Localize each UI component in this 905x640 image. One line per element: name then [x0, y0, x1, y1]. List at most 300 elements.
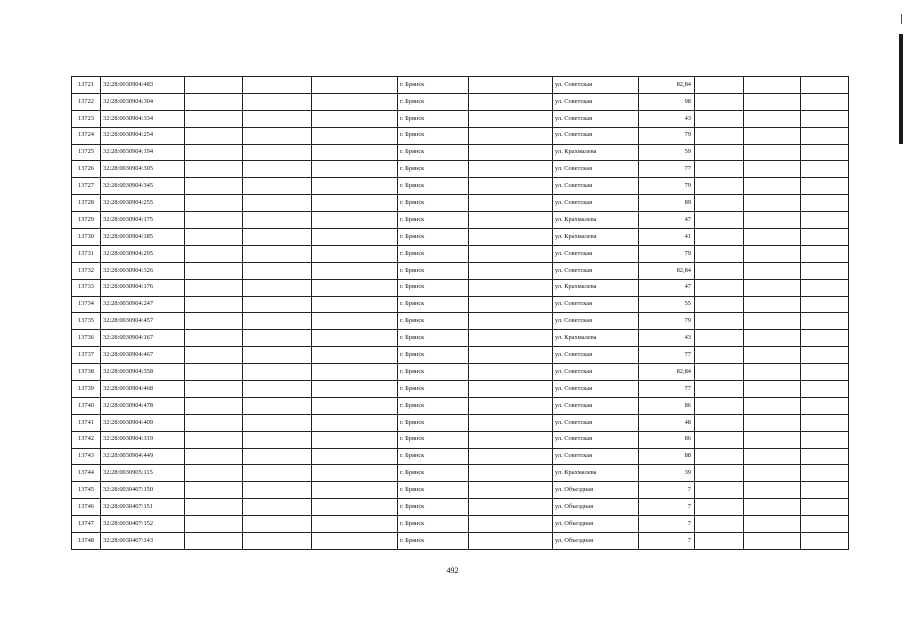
row-number-cell: 13741: [72, 414, 101, 431]
empty-cell: [243, 245, 312, 262]
empty-cell: [185, 195, 243, 212]
empty-cell: [243, 212, 312, 229]
empty-cell: [243, 431, 312, 448]
area-value-cell: 82,84: [639, 262, 695, 279]
empty-cell: [243, 381, 312, 398]
empty-cell: [469, 161, 553, 178]
empty-cell: [185, 110, 243, 127]
cadastral-number-cell: 32:28:0030904:247: [101, 296, 185, 313]
empty-cell: [312, 144, 398, 161]
empty-cell: [312, 364, 398, 381]
empty-cell: [469, 127, 553, 144]
empty-cell: [695, 93, 744, 110]
cadastral-number-cell: 32:28:0030904:457: [101, 313, 185, 330]
empty-cell: [744, 364, 801, 381]
cadastral-number-cell: 32:28:0030904:449: [101, 448, 185, 465]
empty-cell: [801, 414, 849, 431]
empty-cell: [695, 499, 744, 516]
street-cell: ул. Крахмалева: [553, 212, 639, 229]
street-cell: ул. Объездная: [553, 533, 639, 550]
empty-cell: [469, 110, 553, 127]
street-cell: ул. Советская: [553, 262, 639, 279]
table-row: [72, 229, 849, 246]
cadastral-number-cell: 32:28:0030904:305: [101, 161, 185, 178]
empty-cell: [801, 381, 849, 398]
empty-cell: [185, 347, 243, 364]
empty-cell: [801, 195, 849, 212]
street-cell: ул. Советская: [553, 178, 639, 195]
empty-cell: [243, 397, 312, 414]
empty-cell: [469, 533, 553, 550]
empty-cell: [695, 279, 744, 296]
empty-cell: [744, 313, 801, 330]
table-row: [72, 397, 849, 414]
empty-cell: [312, 313, 398, 330]
empty-cell: [185, 144, 243, 161]
area-value-cell: 7: [639, 499, 695, 516]
table-row: [72, 127, 849, 144]
empty-cell: [744, 93, 801, 110]
cadastral-number-cell: 32:28:0030905:115: [101, 465, 185, 482]
empty-cell: [695, 465, 744, 482]
empty-cell: [312, 499, 398, 516]
empty-cell: [695, 313, 744, 330]
street-cell: ул. Советская: [553, 127, 639, 144]
street-cell: ул. Крахмалева: [553, 279, 639, 296]
empty-cell: [695, 178, 744, 195]
empty-cell: [744, 161, 801, 178]
city-cell: г. Брянск: [398, 262, 469, 279]
empty-cell: [243, 144, 312, 161]
empty-cell: [185, 516, 243, 533]
area-value-cell: 55: [639, 296, 695, 313]
street-cell: ул. Советская: [553, 364, 639, 381]
empty-cell: [744, 381, 801, 398]
street-cell: ул. Советская: [553, 245, 639, 262]
empty-cell: [744, 397, 801, 414]
empty-cell: [185, 431, 243, 448]
empty-cell: [801, 516, 849, 533]
cadastral-number-cell: 32:28:0030407:143: [101, 533, 185, 550]
empty-cell: [312, 229, 398, 246]
empty-cell: [801, 533, 849, 550]
area-value-cell: 79: [639, 313, 695, 330]
empty-cell: [243, 161, 312, 178]
row-number-cell: 13721: [72, 77, 101, 94]
empty-cell: [801, 77, 849, 94]
area-value-cell: 43: [639, 330, 695, 347]
area-value-cell: 41: [639, 229, 695, 246]
table-row: [72, 161, 849, 178]
empty-cell: [744, 279, 801, 296]
row-number-cell: 13736: [72, 330, 101, 347]
empty-cell: [312, 431, 398, 448]
empty-cell: [801, 229, 849, 246]
street-cell: ул. Советская: [553, 448, 639, 465]
row-number-cell: 13729: [72, 212, 101, 229]
city-cell: г. Брянск: [398, 533, 469, 550]
city-cell: г. Брянск: [398, 347, 469, 364]
empty-cell: [695, 516, 744, 533]
cadastral-number-cell: 32:28:0030904:334: [101, 110, 185, 127]
city-cell: г. Брянск: [398, 414, 469, 431]
street-cell: ул. Советская: [553, 110, 639, 127]
area-value-cell: 86: [639, 397, 695, 414]
cadastral-number-cell: 32:28:0030904:358: [101, 364, 185, 381]
table-row: [72, 296, 849, 313]
street-cell: ул. Крахмалева: [553, 465, 639, 482]
empty-cell: [185, 364, 243, 381]
table-row: [72, 77, 849, 94]
empty-cell: [312, 161, 398, 178]
city-cell: г. Брянск: [398, 330, 469, 347]
empty-cell: [695, 397, 744, 414]
empty-cell: [695, 110, 744, 127]
street-cell: ул. Объездная: [553, 499, 639, 516]
empty-cell: [469, 93, 553, 110]
empty-cell: [469, 212, 553, 229]
row-number-cell: 13739: [72, 381, 101, 398]
empty-cell: [801, 499, 849, 516]
empty-cell: [744, 144, 801, 161]
area-value-cell: 7: [639, 482, 695, 499]
area-value-cell: 79: [639, 245, 695, 262]
empty-cell: [312, 465, 398, 482]
empty-cell: [801, 313, 849, 330]
cadastral-number-cell: 32:28:0030904:468: [101, 381, 185, 398]
city-cell: г. Брянск: [398, 431, 469, 448]
empty-cell: [744, 212, 801, 229]
street-cell: ул. Советская: [553, 414, 639, 431]
cadastral-number-cell: 32:28:0030407:150: [101, 482, 185, 499]
empty-cell: [185, 77, 243, 94]
table-row: [72, 465, 849, 482]
empty-cell: [744, 516, 801, 533]
empty-cell: [695, 364, 744, 381]
empty-cell: [744, 499, 801, 516]
empty-cell: [744, 262, 801, 279]
empty-cell: [744, 77, 801, 94]
city-cell: г. Брянск: [398, 516, 469, 533]
empty-cell: [695, 533, 744, 550]
row-number-cell: 13732: [72, 262, 101, 279]
city-cell: г. Брянск: [398, 144, 469, 161]
empty-cell: [744, 347, 801, 364]
empty-cell: [469, 144, 553, 161]
empty-cell: [312, 110, 398, 127]
empty-cell: [801, 448, 849, 465]
street-cell: ул. Советская: [553, 296, 639, 313]
page-number: 492: [446, 566, 459, 575]
empty-cell: [801, 93, 849, 110]
empty-cell: [744, 482, 801, 499]
empty-cell: [469, 364, 553, 381]
row-number-cell: 13745: [72, 482, 101, 499]
cadastral-number-cell: 32:28:0030407:151: [101, 499, 185, 516]
street-cell: ул. Крахмалева: [553, 229, 639, 246]
row-number-cell: 13742: [72, 431, 101, 448]
table-row: [72, 364, 849, 381]
street-cell: ул. Советская: [553, 161, 639, 178]
street-cell: ул. Советская: [553, 195, 639, 212]
empty-cell: [243, 229, 312, 246]
table-row: [72, 499, 849, 516]
empty-cell: [185, 414, 243, 431]
table-row: [72, 262, 849, 279]
row-number-cell: 13740: [72, 397, 101, 414]
empty-cell: [469, 431, 553, 448]
empty-cell: [744, 448, 801, 465]
table-row: [72, 245, 849, 262]
empty-cell: [469, 330, 553, 347]
empty-cell: [801, 144, 849, 161]
area-value-cell: 88: [639, 448, 695, 465]
empty-cell: [469, 499, 553, 516]
empty-cell: [695, 381, 744, 398]
empty-cell: [744, 330, 801, 347]
empty-cell: [801, 262, 849, 279]
empty-cell: [312, 245, 398, 262]
table-row: [72, 448, 849, 465]
area-value-cell: 79: [639, 178, 695, 195]
city-cell: г. Брянск: [398, 93, 469, 110]
empty-cell: [744, 533, 801, 550]
empty-cell: [695, 161, 744, 178]
street-cell: ул. Советская: [553, 93, 639, 110]
empty-cell: [243, 93, 312, 110]
empty-cell: [185, 296, 243, 313]
empty-cell: [695, 144, 744, 161]
cadastral-number-cell: 32:28:0030904:345: [101, 178, 185, 195]
street-cell: ул. Советская: [553, 381, 639, 398]
empty-cell: [469, 465, 553, 482]
empty-cell: [312, 127, 398, 144]
table-row: [72, 330, 849, 347]
empty-cell: [185, 161, 243, 178]
street-cell: ул. Советская: [553, 77, 639, 94]
street-cell: ул. Объездная: [553, 516, 639, 533]
empty-cell: [312, 178, 398, 195]
row-number-cell: 13743: [72, 448, 101, 465]
empty-cell: [243, 77, 312, 94]
city-cell: г. Брянск: [398, 448, 469, 465]
city-cell: г. Брянск: [398, 482, 469, 499]
row-number-cell: 13733: [72, 279, 101, 296]
table-row: [72, 93, 849, 110]
empty-cell: [185, 397, 243, 414]
empty-cell: [695, 127, 744, 144]
empty-cell: [312, 533, 398, 550]
cadastral-number-cell: 32:28:0030407:152: [101, 516, 185, 533]
empty-cell: [801, 245, 849, 262]
empty-cell: [243, 127, 312, 144]
scan-edge-mark: [899, 34, 903, 144]
empty-cell: [801, 347, 849, 364]
empty-cell: [243, 465, 312, 482]
table-row: [72, 144, 849, 161]
empty-cell: [801, 330, 849, 347]
empty-cell: [185, 262, 243, 279]
table-row: [72, 414, 849, 431]
row-number-cell: 13747: [72, 516, 101, 533]
table-row: [72, 313, 849, 330]
row-number-cell: 13730: [72, 229, 101, 246]
empty-cell: [185, 127, 243, 144]
empty-cell: [243, 296, 312, 313]
empty-cell: [312, 195, 398, 212]
scan-edge-mark-small: [901, 14, 902, 24]
empty-cell: [469, 397, 553, 414]
empty-cell: [185, 178, 243, 195]
empty-cell: [801, 178, 849, 195]
city-cell: г. Брянск: [398, 229, 469, 246]
empty-cell: [185, 482, 243, 499]
street-cell: ул. Советская: [553, 431, 639, 448]
property-registry-table: [71, 76, 849, 550]
cadastral-number-cell: 32:28:0030904:478: [101, 397, 185, 414]
empty-cell: [469, 245, 553, 262]
table-row: [72, 431, 849, 448]
table-row: [72, 110, 849, 127]
area-value-cell: 82,84: [639, 77, 695, 94]
empty-cell: [695, 431, 744, 448]
empty-cell: [695, 229, 744, 246]
empty-cell: [801, 482, 849, 499]
empty-cell: [801, 279, 849, 296]
empty-cell: [695, 212, 744, 229]
empty-cell: [243, 262, 312, 279]
empty-cell: [469, 482, 553, 499]
empty-cell: [312, 77, 398, 94]
cadastral-number-cell: 32:28:0030904:295: [101, 245, 185, 262]
city-cell: г. Брянск: [398, 296, 469, 313]
area-value-cell: 7: [639, 533, 695, 550]
area-value-cell: 39: [639, 465, 695, 482]
empty-cell: [312, 414, 398, 431]
empty-cell: [185, 533, 243, 550]
area-value-cell: 77: [639, 381, 695, 398]
empty-cell: [243, 347, 312, 364]
cadastral-number-cell: 32:28:0030904:467: [101, 347, 185, 364]
empty-cell: [744, 195, 801, 212]
city-cell: г. Брянск: [398, 279, 469, 296]
table-row: [72, 516, 849, 533]
table-row: [72, 347, 849, 364]
area-value-cell: 47: [639, 212, 695, 229]
empty-cell: [312, 262, 398, 279]
cadastral-number-cell: 32:28:0030904:304: [101, 93, 185, 110]
table-body: [72, 77, 849, 550]
empty-cell: [312, 448, 398, 465]
row-number-cell: 13723: [72, 110, 101, 127]
row-number-cell: 13744: [72, 465, 101, 482]
cadastral-number-cell: 32:28:0030904:175: [101, 212, 185, 229]
empty-cell: [185, 245, 243, 262]
empty-cell: [695, 347, 744, 364]
row-number-cell: 13724: [72, 127, 101, 144]
empty-cell: [243, 414, 312, 431]
table-row: [72, 482, 849, 499]
empty-cell: [469, 178, 553, 195]
city-cell: г. Брянск: [398, 178, 469, 195]
empty-cell: [312, 381, 398, 398]
empty-cell: [185, 330, 243, 347]
cadastral-number-cell: 32:28:0030904:185: [101, 229, 185, 246]
cadastral-number-cell: 32:28:0030904:319: [101, 431, 185, 448]
empty-cell: [312, 296, 398, 313]
city-cell: г. Брянск: [398, 127, 469, 144]
table-row: [72, 195, 849, 212]
cadastral-number-cell: 32:28:0030904:255: [101, 195, 185, 212]
area-value-cell: 86: [639, 431, 695, 448]
city-cell: г. Брянск: [398, 313, 469, 330]
row-number-cell: 13728: [72, 195, 101, 212]
empty-cell: [469, 229, 553, 246]
empty-cell: [312, 279, 398, 296]
empty-cell: [801, 397, 849, 414]
empty-cell: [469, 414, 553, 431]
empty-cell: [469, 296, 553, 313]
empty-cell: [312, 397, 398, 414]
empty-cell: [695, 296, 744, 313]
empty-cell: [695, 330, 744, 347]
empty-cell: [744, 127, 801, 144]
empty-cell: [744, 110, 801, 127]
empty-cell: [801, 296, 849, 313]
area-value-cell: 43: [639, 110, 695, 127]
cadastral-number-cell: 32:28:0030904:409: [101, 414, 185, 431]
area-value-cell: 48: [639, 414, 695, 431]
empty-cell: [469, 516, 553, 533]
empty-cell: [469, 262, 553, 279]
row-number-cell: 13726: [72, 161, 101, 178]
empty-cell: [695, 448, 744, 465]
empty-cell: [312, 93, 398, 110]
area-value-cell: 47: [639, 279, 695, 296]
area-value-cell: 77: [639, 347, 695, 364]
city-cell: г. Брянск: [398, 364, 469, 381]
empty-cell: [801, 212, 849, 229]
city-cell: г. Брянск: [398, 465, 469, 482]
table-row: [72, 533, 849, 550]
empty-cell: [243, 279, 312, 296]
empty-cell: [243, 448, 312, 465]
empty-cell: [312, 212, 398, 229]
empty-cell: [243, 178, 312, 195]
empty-cell: [243, 330, 312, 347]
area-value-cell: 98: [639, 93, 695, 110]
empty-cell: [469, 195, 553, 212]
city-cell: г. Брянск: [398, 245, 469, 262]
empty-cell: [695, 262, 744, 279]
row-number-cell: 13737: [72, 347, 101, 364]
cadastral-number-cell: 32:28:0030904:483: [101, 77, 185, 94]
empty-cell: [243, 364, 312, 381]
table-row: [72, 279, 849, 296]
empty-cell: [744, 414, 801, 431]
empty-cell: [744, 178, 801, 195]
empty-cell: [695, 482, 744, 499]
empty-cell: [801, 431, 849, 448]
street-cell: ул. Советская: [553, 397, 639, 414]
row-number-cell: 13734: [72, 296, 101, 313]
street-cell: ул. Крахмалева: [553, 330, 639, 347]
cadastral-number-cell: 32:28:0030904:167: [101, 330, 185, 347]
empty-cell: [469, 381, 553, 398]
empty-cell: [469, 77, 553, 94]
empty-cell: [312, 482, 398, 499]
empty-cell: [185, 313, 243, 330]
